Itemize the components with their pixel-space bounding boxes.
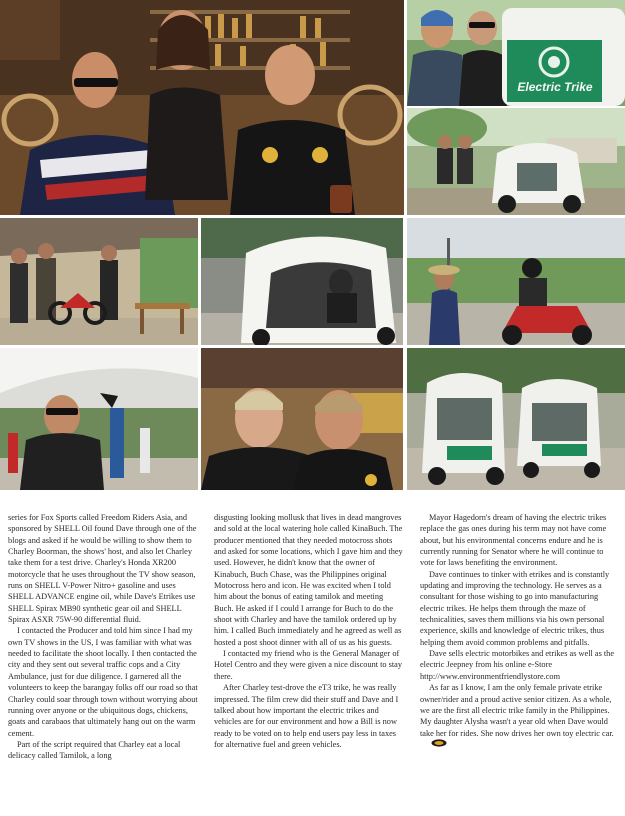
article-column-2 (214, 512, 404, 750)
paragraph-text: As far as I know, I am the only female private etrike owner/rider and a proud active senior citizen. As a whole, we are the first all electric trike family in the Philippines. My daughter Alysha wasn't a year old when Dave would take her for rides. She now drives her own toy electric car. (420, 683, 614, 738)
paragraph: After Charley test-drove the eT3 trike, he was really impressed. The film crew did their stuff and Dave and I talked about how important the electric trikes and vehicles are for our environment and how a Bill is now ready to be voted on to help end users pay less in taxes for alternative fuel and green vehicles. (214, 683, 399, 749)
photo-crew-terrace (0, 218, 198, 345)
paragraph: series for Fox Sports called Freedom Riders Asia, and sponsored by SHELL Oil found Dave through one of the blogs and asked if he would be willing to show them to Charley Boorman, the shows' host, and also let Charley take them for a test drive. Charley's Honda XR200 motorcycle that he uses throughout the TV show season, runs on SHELL V-Power Nitro+ gasoline and uses SHELL ADVANCE engine oil, while Dave's Etrikes use SHELL Spirax MB90 synthetic gear oil and SHELL Spirax ASXR 75W-90 differential fluid. (8, 513, 197, 625)
trike-sign-label: Electric Trike (517, 80, 593, 94)
photo-two-men (201, 348, 403, 490)
paragraph: Dave sells electric motorbikes and etrikes as well as the electric Jeepney from his online e-Store http://www.environmentfriendlystore.com (420, 649, 615, 681)
article-column-1 (8, 512, 198, 762)
paragraph: Part of the script required that Charley eat a local delicacy called Tamilok, a long (8, 739, 181, 761)
photo-trike-driver (0, 348, 198, 490)
paragraph: I contacted the Producer and told him since I had my own TV shows in the US, I was familiar with what was needed to facilitate the shoot locally. I then contacted the city and they sent out several traffic cops and a City Ambulance, just for due diligence. I garnered all the volunteers to keep the barangay folks off our road so that Charley could soar through town without worrying about running over anyone or the ubiquitous dogs, chickens, goats and carabaos that ultimately hang out on the warm cement. (8, 626, 198, 738)
photo-bar-group (0, 0, 404, 215)
paragraph: I contacted my friend who is the General Manager of Hotel Centro and they were given a nice discount to stay there. (214, 649, 403, 681)
end-mark-icon (422, 739, 447, 750)
paragraph: Mayor Hagedorn's dream of having the electric trikes replace the gas ones during his term may not have come about, but his environmental concerns endure and he is currently running for Senator where he will continue to vote for laws benefiting the environment. (420, 513, 607, 568)
photo-trike-interior (201, 218, 403, 345)
article-column-3 (420, 512, 614, 751)
photo-trike-street (407, 108, 625, 215)
photo-trike-crew (407, 0, 625, 106)
photo-motorbike-road (407, 218, 625, 345)
paragraph: disgusting looking mollusk that lives in dead mangroves and sold at the local watering hole called KinaBuch. The producer mentioned that they needed motocross shots and asked for some locations, which I gave him and they used. However, he didn't know that the owner of Kinabuch, Buch Chase, was the Philippines original Motocross hero and icon. He was excited when I told him about the bonus of eating tamilok and meeting Buch. He asked if I could I arrange for Buch to do the shoot with Charley and have the tamilok ordered up by him. I called Buch immediately and he agreed as well as hosted a post shoot dinner with all of us as his guests. (214, 513, 403, 647)
paragraph: Dave continues to tinker with etrikes and is constantly updating and improving the technology. He serves as a consultant for those wishing to go into manufacturing electric trikes. He helps them through the maze of technicalities, saves them millions via his own personal experience, skills and knowledge of electric trikes, thus helping them avoid common problems and pitfalls. (420, 569, 610, 647)
paragraph (420, 682, 614, 750)
photo-two-trikes (407, 348, 625, 490)
